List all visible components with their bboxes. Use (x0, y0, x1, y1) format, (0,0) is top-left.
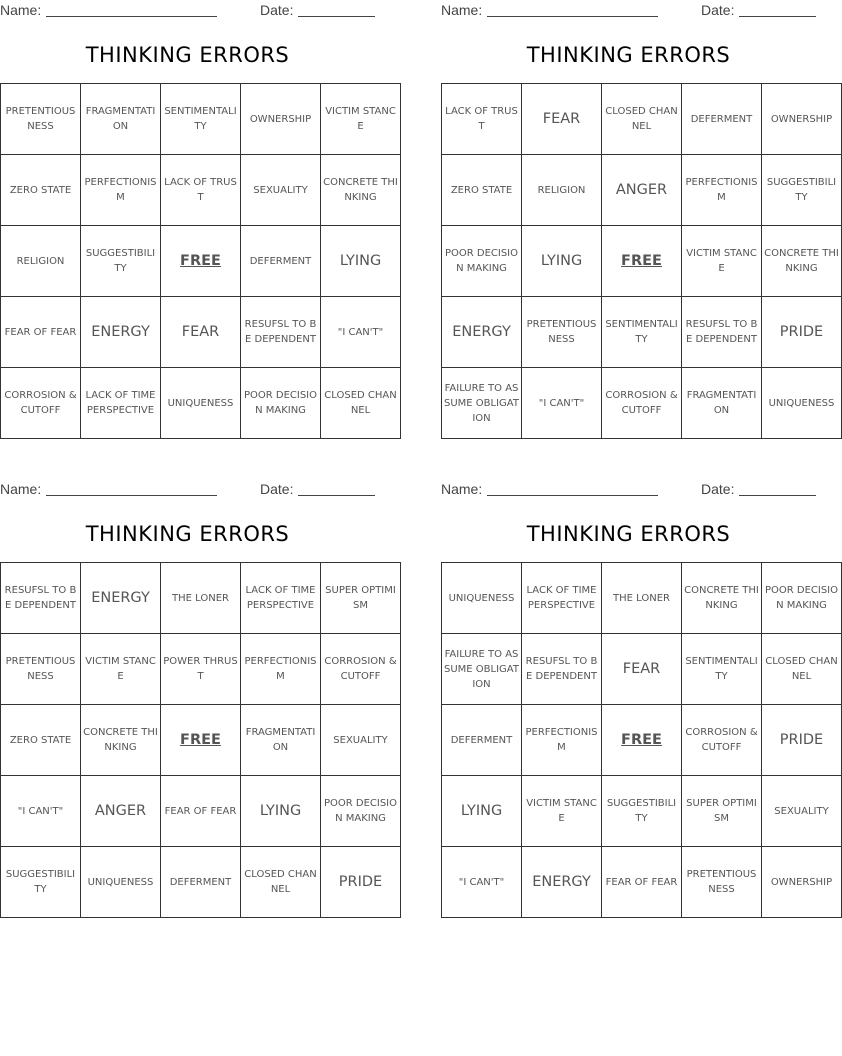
bingo-grid (441, 562, 842, 918)
card-title: THINKING ERRORS (85, 522, 290, 546)
bingo-cell[interactable]: CORROSION & CUTOFF (321, 634, 401, 705)
bingo-cell[interactable]: RESUFSL TO BE DEPENDENT (522, 634, 602, 705)
bingo-cell[interactable]: PRIDE (321, 847, 401, 918)
bingo-cell[interactable]: CONCRETE THINKING (81, 705, 161, 776)
bingo-cell[interactable]: POOR DECISION MAKING (762, 563, 842, 634)
bingo-cell[interactable]: THE LONER (602, 563, 682, 634)
bingo-cell[interactable]: CLOSED CHANNEL (321, 368, 401, 439)
bingo-cell[interactable]: UNIQUENESS (762, 368, 842, 439)
bingo-cell[interactable]: ZERO STATE (1, 705, 81, 776)
grid-row (1, 563, 401, 634)
bingo-cell[interactable]: RESUFSL TO BE DEPENDENT (682, 297, 762, 368)
bingo-cell[interactable]: OWNERSHIP (762, 847, 842, 918)
bingo-cell[interactable]: FRAGMENTATION (682, 368, 762, 439)
bingo-cell[interactable]: SEXUALITY (762, 776, 842, 847)
bingo-cell[interactable]: PERFECTIONISM (682, 155, 762, 226)
bingo-cell[interactable]: LACK OF TRUST (442, 84, 522, 155)
free-space-cell[interactable]: FREE (161, 226, 241, 297)
grid-row (1, 155, 401, 226)
bingo-cell[interactable]: ANGER (81, 776, 161, 847)
bingo-cell[interactable]: LACK OF TIME PERSPECTIVE (522, 563, 602, 634)
bingo-cell[interactable]: "I CAN'T" (321, 297, 401, 368)
bingo-cell[interactable]: VICTIM STANCE (81, 634, 161, 705)
grid-row (1, 84, 401, 155)
header-row (441, 2, 816, 20)
bingo-cell[interactable]: CORROSION & CUTOFF (682, 705, 762, 776)
bingo-cell[interactable]: PERFECTIONISM (522, 705, 602, 776)
bingo-cell[interactable]: FRAGMENTATION (81, 84, 161, 155)
bingo-cell[interactable]: CLOSED CHANNEL (762, 634, 842, 705)
bingo-cell[interactable]: CONCRETE THINKING (762, 226, 842, 297)
bingo-cell[interactable]: CONCRETE THINKING (321, 155, 401, 226)
name-field-line[interactable] (46, 495, 217, 496)
bingo-cell[interactable]: FAILURE TO ASSUME OBLIGATION (442, 634, 522, 705)
bingo-cell[interactable]: ENERGY (522, 847, 602, 918)
grid-row (442, 776, 842, 847)
bingo-cell[interactable]: RELIGION (1, 226, 81, 297)
date-label: Date: (260, 2, 294, 18)
bingo-cell[interactable]: PRIDE (762, 705, 842, 776)
bingo-cell[interactable]: FEAR (161, 297, 241, 368)
grid-row (1, 368, 401, 439)
bingo-cell[interactable]: PERFECTIONISM (81, 155, 161, 226)
bingo-cell[interactable]: UNIQUENESS (161, 368, 241, 439)
header-row (0, 2, 375, 20)
bingo-cell[interactable]: SENTIMENTALITY (161, 84, 241, 155)
bingo-cell[interactable]: DEFERMENT (682, 84, 762, 155)
date-label: Date: (260, 481, 294, 497)
bingo-cell[interactable]: SUGGESTIBILITY (1, 847, 81, 918)
grid-row (442, 226, 842, 297)
bingo-cell[interactable]: ENERGY (81, 563, 161, 634)
bingo-cell[interactable]: LYING (522, 226, 602, 297)
bingo-cell[interactable]: DEFERMENT (161, 847, 241, 918)
bingo-cell[interactable]: CONCRETE THINKING (682, 563, 762, 634)
bingo-cell[interactable]: DEFERMENT (442, 705, 522, 776)
bingo-cell[interactable]: FEAR OF FEAR (602, 847, 682, 918)
name-label: Name: (441, 481, 483, 497)
name-field-line[interactable] (487, 16, 658, 17)
bingo-cell[interactable]: FEAR OF FEAR (161, 776, 241, 847)
name-field-line[interactable] (46, 16, 217, 17)
bingo-cell[interactable]: FAILURE TO ASSUME OBLIGATION (442, 368, 522, 439)
bingo-cell[interactable]: ZERO STATE (1, 155, 81, 226)
bingo-cell[interactable]: LACK OF TIME PERSPECTIVE (241, 563, 321, 634)
bingo-cell[interactable]: RELIGION (522, 155, 602, 226)
bingo-cell[interactable]: LYING (321, 226, 401, 297)
bingo-cell[interactable]: LACK OF TRUST (161, 155, 241, 226)
header-row (0, 481, 375, 499)
date-label: Date: (701, 2, 735, 18)
bingo-cell[interactable]: PRETENTIOUSNESS (1, 634, 81, 705)
grid-row (1, 297, 401, 368)
name-label: Name: (441, 2, 483, 18)
bingo-cell[interactable]: CORROSION & CUTOFF (602, 368, 682, 439)
bingo-cell[interactable]: CORROSION & CUTOFF (1, 368, 81, 439)
date-field-line[interactable] (298, 495, 375, 496)
bingo-cell[interactable]: SEXUALITY (241, 155, 321, 226)
bingo-cell[interactable]: ENERGY (442, 297, 522, 368)
bingo-cell[interactable]: POOR DECISION MAKING (241, 368, 321, 439)
bingo-cell[interactable]: FRAGMENTATION (241, 705, 321, 776)
bingo-cell[interactable]: PRETENTIOUSNESS (1, 84, 81, 155)
bingo-cell[interactable]: LYING (241, 776, 321, 847)
date-field-line[interactable] (739, 495, 816, 496)
bingo-cell[interactable]: FEAR (522, 84, 602, 155)
bingo-cell[interactable]: POOR DECISION MAKING (321, 776, 401, 847)
name-label: Name: (0, 481, 42, 497)
bingo-cell[interactable]: SUGGESTIBILITY (81, 226, 161, 297)
bingo-cell[interactable]: PRETENTIOUSNESS (522, 297, 602, 368)
grid-row (442, 368, 842, 439)
bingo-cell[interactable]: SENTIMENTALITY (682, 634, 762, 705)
bingo-cell[interactable]: POWER THRUST (161, 634, 241, 705)
bingo-cell[interactable]: PRETENTIOUSNESS (682, 847, 762, 918)
grid-row (1, 634, 401, 705)
name-label: Name: (0, 2, 42, 18)
bingo-cell[interactable]: OWNERSHIP (762, 84, 842, 155)
bingo-cell[interactable]: VICTIM STANCE (682, 226, 762, 297)
date-field-line[interactable] (298, 16, 375, 17)
bingo-cell[interactable]: SUGGESTIBILITY (602, 776, 682, 847)
grid-row (442, 297, 842, 368)
bingo-cell[interactable]: SUGGESTIBILITY (762, 155, 842, 226)
bingo-cell[interactable]: ZERO STATE (442, 155, 522, 226)
bingo-cell[interactable]: "I CAN'T" (522, 368, 602, 439)
grid-row (442, 84, 842, 155)
bingo-cell[interactable]: DEFERMENT (241, 226, 321, 297)
bingo-cell[interactable]: UNIQUENESS (442, 563, 522, 634)
grid-row (1, 226, 401, 297)
bingo-cell[interactable]: SUPER OPTIMISM (321, 563, 401, 634)
bingo-cell[interactable]: THE LONER (161, 563, 241, 634)
bingo-grid (441, 83, 842, 439)
free-space-cell[interactable]: FREE (602, 705, 682, 776)
bingo-grid (0, 83, 401, 439)
bingo-cell[interactable]: CLOSED CHANNEL (602, 84, 682, 155)
bingo-cell[interactable]: "I CAN'T" (1, 776, 81, 847)
grid-row (442, 705, 842, 776)
bingo-cell[interactable]: LYING (442, 776, 522, 847)
bingo-cell[interactable]: RESUFSL TO BE DEPENDENT (241, 297, 321, 368)
bingo-cell[interactable]: VICTIM STANCE (321, 84, 401, 155)
bingo-cell[interactable]: UNIQUENESS (81, 847, 161, 918)
bingo-cell[interactable]: SUPER OPTIMISM (682, 776, 762, 847)
free-space-cell[interactable]: FREE (161, 705, 241, 776)
date-field-line[interactable] (739, 16, 816, 17)
grid-row (442, 563, 842, 634)
bingo-cell[interactable]: ANGER (602, 155, 682, 226)
card-title: THINKING ERRORS (526, 522, 731, 546)
bingo-cell[interactable]: OWNERSHIP (241, 84, 321, 155)
bingo-cell[interactable]: FEAR (602, 634, 682, 705)
bingo-cell[interactable]: SENTIMENTALITY (602, 297, 682, 368)
grid-row (1, 776, 401, 847)
bingo-cell[interactable]: PRIDE (762, 297, 842, 368)
bingo-cell[interactable]: "I CAN'T" (442, 847, 522, 918)
date-label: Date: (701, 481, 735, 497)
bingo-grid (0, 562, 401, 918)
grid-row (442, 155, 842, 226)
grid-row (1, 705, 401, 776)
bingo-cell[interactable]: SEXUALITY (321, 705, 401, 776)
bingo-cell[interactable]: ENERGY (81, 297, 161, 368)
bingo-cell[interactable]: LACK OF TIME PERSPECTIVE (81, 368, 161, 439)
card-title: THINKING ERRORS (526, 43, 731, 67)
free-space-cell[interactable]: FREE (602, 226, 682, 297)
bingo-cell[interactable]: RESUFSL TO BE DEPENDENT (1, 563, 81, 634)
bingo-cell[interactable]: FEAR OF FEAR (1, 297, 81, 368)
grid-row (442, 847, 842, 918)
name-field-line[interactable] (487, 495, 658, 496)
bingo-cell[interactable]: CLOSED CHANNEL (241, 847, 321, 918)
card-title: THINKING ERRORS (85, 43, 290, 67)
bingo-cell[interactable]: PERFECTIONISM (241, 634, 321, 705)
bingo-cell[interactable]: POOR DECISION MAKING (442, 226, 522, 297)
grid-row (442, 634, 842, 705)
bingo-cell[interactable]: VICTIM STANCE (522, 776, 602, 847)
grid-row (1, 847, 401, 918)
header-row (441, 481, 816, 499)
